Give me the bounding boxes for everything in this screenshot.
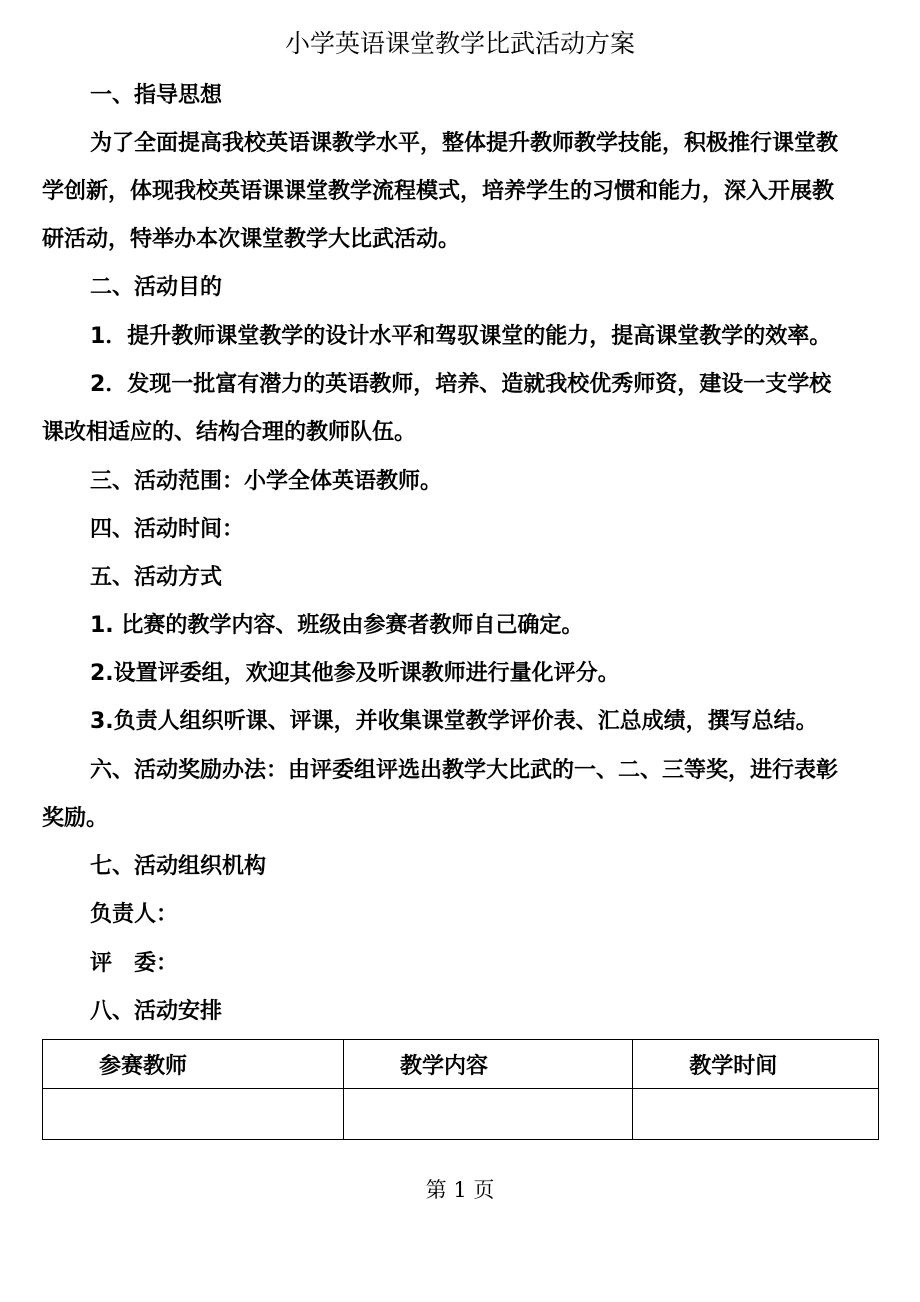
table-cell	[343, 1089, 632, 1140]
section-8-heading: 八、活动安排	[90, 999, 223, 1024]
section-1-heading: 一、指导思想	[90, 83, 223, 108]
section-7-leader: 负责人：	[90, 902, 179, 927]
section-6-line-1: 六、活动奖励办法：由评委组评选出教学大比武的一、二、三等奖，进行表彰	[90, 758, 839, 783]
section-7-judges: 评 委：	[90, 951, 179, 976]
table-cell	[43, 1089, 344, 1140]
section-4-time: 四、活动时间：	[90, 517, 245, 542]
table-header-row	[43, 1040, 879, 1089]
table-header-cell: 教学时间	[633, 1040, 879, 1089]
section-5-heading: 五、活动方式	[90, 565, 223, 590]
section-2-heading: 二、活动目的	[90, 275, 223, 300]
section-7-heading: 七、活动组织机构	[90, 854, 267, 879]
document-title: 小学英语课堂教学比武活动方案	[284, 29, 635, 58]
section-6-line-2: 奖励。	[42, 806, 109, 831]
section-1-paragraph-line-3: 研活动，特举办本次课堂教学大比武活动。	[42, 227, 461, 252]
section-5-item-1: 1. 比赛的教学内容、班级由参赛者教师自己确定。	[90, 613, 584, 638]
table-cell	[633, 1089, 879, 1140]
page-number: 第 1 页	[425, 1178, 495, 1202]
section-3-scope: 三、活动范围：小学全体英语教师。	[90, 469, 443, 494]
section-1-paragraph-line-2: 学创新，体现我校英语课课堂教学流程模式，培养学生的习惯和能力，深入开展教	[42, 179, 835, 204]
section-5-item-3: 3.负责人组织听课、评课，并收集课堂教学评价表、汇总成绩，撰写总结。	[90, 709, 818, 734]
arrangement-table	[42, 1039, 879, 1140]
section-2-item-2-line-2: 课改相适应的、结构合理的教师队伍。	[42, 420, 417, 445]
table-row	[43, 1089, 879, 1140]
section-2-item-1: 1．提升教师课堂教学的设计水平和驾驭课堂的能力，提高课堂教学的效率。	[90, 324, 832, 349]
section-1-paragraph-line-1: 为了全面提高我校英语课教学水平，整体提升教师教学技能，积极推行课堂教	[90, 131, 839, 156]
section-5-item-2: 2.设置评委组，欢迎其他参及听课教师进行量化评分。	[90, 661, 620, 686]
section-2-item-2-line-1: 2．发现一批富有潜力的英语教师，培养、造就我校优秀师资，建设一支学校	[90, 372, 832, 397]
table-header-cell: 参赛教师	[43, 1040, 344, 1089]
table-header-cell: 教学内容	[343, 1040, 632, 1089]
